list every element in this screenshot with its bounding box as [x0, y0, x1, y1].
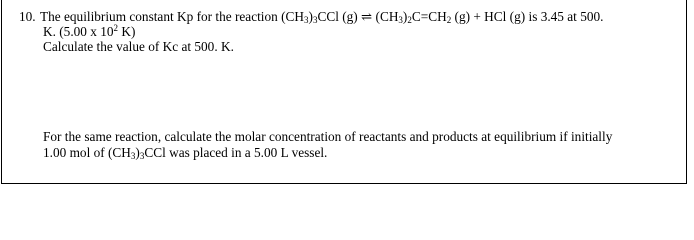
subscript: 2: [407, 15, 412, 25]
text-fragment: (g) + HCl (g) is 3.45 at 500.: [451, 9, 604, 24]
superscript: 2: [113, 23, 119, 33]
subscript: 3: [130, 151, 136, 161]
question-number: 10.: [19, 9, 36, 24]
subscript: 3: [304, 15, 309, 25]
text-fragment: CCl was placed in a 5.00 L vessel.: [144, 145, 328, 160]
kc-prompt: Calculate the value of Kc at 500. K.: [43, 39, 234, 54]
text-fragment: ): [135, 145, 140, 160]
text-fragment: C=CH: [411, 9, 447, 24]
text-fragment: ): [402, 9, 408, 24]
question-cell: [1, 0, 687, 184]
subscript: 3: [312, 15, 318, 25]
subscript: 3: [139, 151, 145, 161]
text-fragment: ): [308, 9, 313, 24]
concentration-prompt-line2: [43, 145, 327, 160]
text-fragment: The equilibrium constant Kp for the reaction (CH: [40, 9, 305, 24]
subscript: 3: [398, 15, 403, 25]
temperature-line: [43, 24, 135, 39]
text-fragment: 1.00 mol of (CH: [43, 145, 131, 160]
text-fragment: K): [118, 24, 136, 39]
equilibrium-statement: [40, 9, 603, 24]
text-fragment: K. (5.00 x 10: [43, 24, 114, 39]
subscript: 2: [446, 15, 452, 25]
text-fragment: CCl (g) ⇌ (CH: [317, 9, 399, 24]
concentration-prompt-line1: For the same reaction, calculate the molar concentration of reactants and products at equilibrium if initially: [43, 129, 613, 144]
